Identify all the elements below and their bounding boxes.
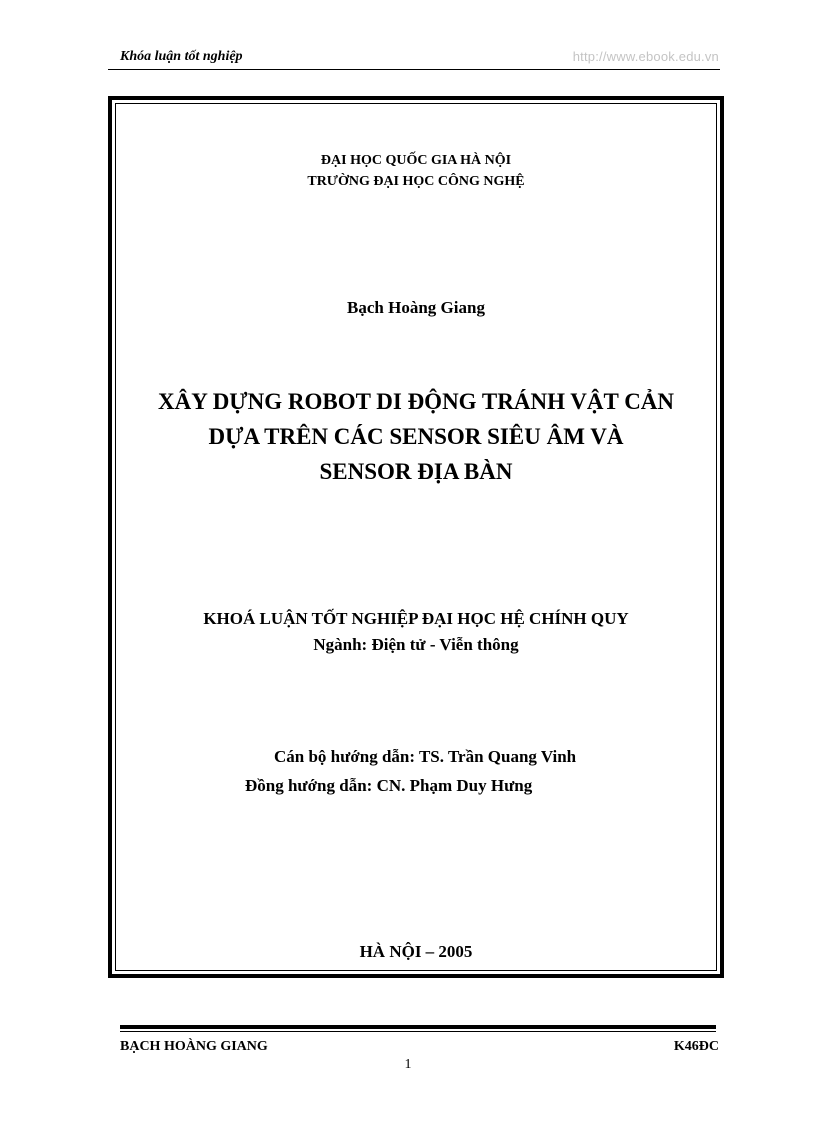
university-block	[108, 150, 724, 192]
thesis-title-line-1: XÂY DỰNG ROBOT DI ĐỘNG TRÁNH VẬT CẢN	[157, 389, 675, 414]
footer-author: BẠCH HOÀNG GIANG	[120, 1039, 268, 1054]
thesis-type: KHOÁ LUẬN TỐT NGHIỆP ĐẠI HỌC HỆ CHÍNH QUY	[203, 609, 629, 628]
cover-border-outer	[108, 96, 724, 978]
university-name: ĐẠI HỌC QUỐC GIA HÀ NỘI	[320, 153, 512, 168]
thesis-info	[108, 606, 724, 658]
thesis-title-line-2: DỰA TRÊN CÁC SENSOR SIÊU ÂM VÀ	[208, 424, 624, 449]
header-divider	[108, 69, 720, 70]
page-number: 1	[404, 1057, 412, 1072]
footer-class-code: K46ĐC	[673, 1039, 719, 1054]
cover-border-inner	[115, 103, 717, 971]
faculty-name: TRƯỜNG ĐẠI HỌC CÔNG NGHỆ	[307, 174, 525, 189]
header-thesis-label: Khóa luận tốt nghiệp	[120, 49, 243, 64]
thesis-title-line-3: SENSOR ĐỊA BÀN	[319, 459, 513, 484]
main-advisor: Cán bộ hướng dẫn: TS. Trần Quang Vinh	[274, 747, 577, 766]
co-advisor: Đồng hướng dẫn: CN. Phạm Duy Hưng	[245, 776, 533, 795]
header-watermark-url: http://www.ebook.edu.vn	[572, 49, 719, 64]
place-year: HÀ NỘI – 2005	[359, 942, 473, 961]
author-name: Bạch Hoàng Giang	[347, 298, 485, 317]
thesis-title	[108, 384, 724, 489]
footer-divider-thin	[120, 1031, 716, 1032]
footer-divider-thick	[120, 1025, 716, 1029]
thesis-major: Ngành: Điện tử - Viễn thông	[313, 635, 519, 654]
